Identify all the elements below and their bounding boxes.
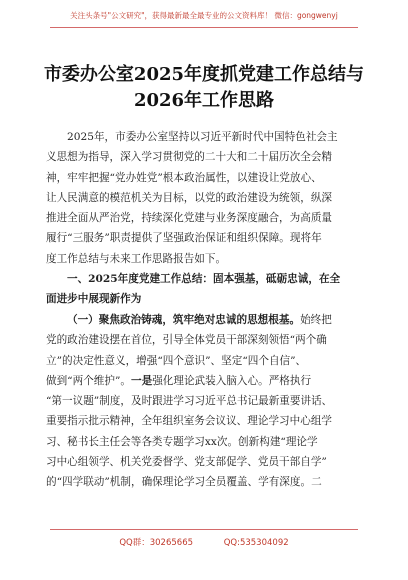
intro-line: 推进全面从严治党，持续深化党建与业务深度融合，为高质量	[46, 212, 333, 225]
paragraph-line-tail: 强化理论武装入脑入心。严格执行	[152, 374, 312, 387]
footer-divider	[50, 529, 358, 530]
footer-qq-number: QQ:535304092	[223, 538, 289, 548]
paragraph-line: 党的政治建设摆在首位，引导全体党员干部深刻领悟“两个确	[46, 334, 327, 347]
intro-line: 履行“三服务”职责提供了坚强政治保证和组织保障。现将年	[46, 232, 322, 245]
document-title	[0, 62, 408, 114]
subsection-paragraph-1	[46, 310, 364, 493]
intro-line: 度工作总结与未来工作思路报告如下。	[46, 252, 227, 265]
subsection-first-line	[46, 310, 364, 330]
ordinal-label: 一是	[131, 374, 153, 387]
header-note: 关注头条号"公文研究"，获得最新最全最专业的公文资料库！ 微信：gongwenyj	[70, 11, 338, 20]
footer-qq-group: QQ群：30265665	[119, 538, 194, 548]
subsection-heading-tail: 始终把	[300, 314, 332, 326]
paragraph-line: 习、秘书长主任会等各类专题学习xx次。创新构建“理论学	[46, 435, 318, 448]
paragraph-line: 重要指示批示精神，全年组织室务会议议、理论学习中心组学	[46, 415, 333, 428]
section-heading-1	[46, 269, 364, 310]
intro-line: 2025年，市委办公室坚持以习近平新时代中国特色社会主	[67, 131, 338, 143]
intro-line: 义思想为指导，深入学习贯彻党的二十大和二十届历次全会精	[46, 151, 333, 164]
intro-paragraph	[46, 127, 364, 269]
title-line-1: 市委办公室2025年度抓党建工作总结与	[43, 64, 365, 85]
section-heading-line: 面进步中展现新作为	[46, 293, 142, 306]
section-heading-line: 一、2025年度党建工作总结：固本强基，砥砺忠诚，在全	[67, 273, 341, 285]
header-divider	[50, 27, 358, 28]
paragraph-line: 习中心组领学、机关党委督学、党支部促学、党员干部自学”	[46, 456, 327, 469]
paragraph-line	[46, 371, 364, 391]
paragraph-line-start: 做到“两个维护”。	[46, 374, 131, 387]
footer-contacts	[0, 536, 408, 548]
paragraph-line: 立”的决定性意义，增强“四个意识”、坚定“四个自信”、	[46, 354, 307, 367]
subsection-heading: （一）聚焦政治铸魂，筑牢绝对忠诚的思想根基。	[67, 314, 301, 326]
title-line-2: 2026年工作思路	[133, 90, 275, 111]
intro-line: 神，牢牢把握“党办姓党”根本政治属性，以建设让党放心、	[46, 171, 322, 184]
intro-line: 让人民满意的模范机关为目标，以党的政治建设为统领，纵深	[46, 191, 333, 204]
paragraph-line: “第一议题”制度，及时跟进学习习近平总书记最新重要讲话、	[46, 395, 333, 408]
paragraph-line: 的“四学联动”机制，确保理论学习全员覆盖、学有深度。二	[46, 476, 322, 489]
